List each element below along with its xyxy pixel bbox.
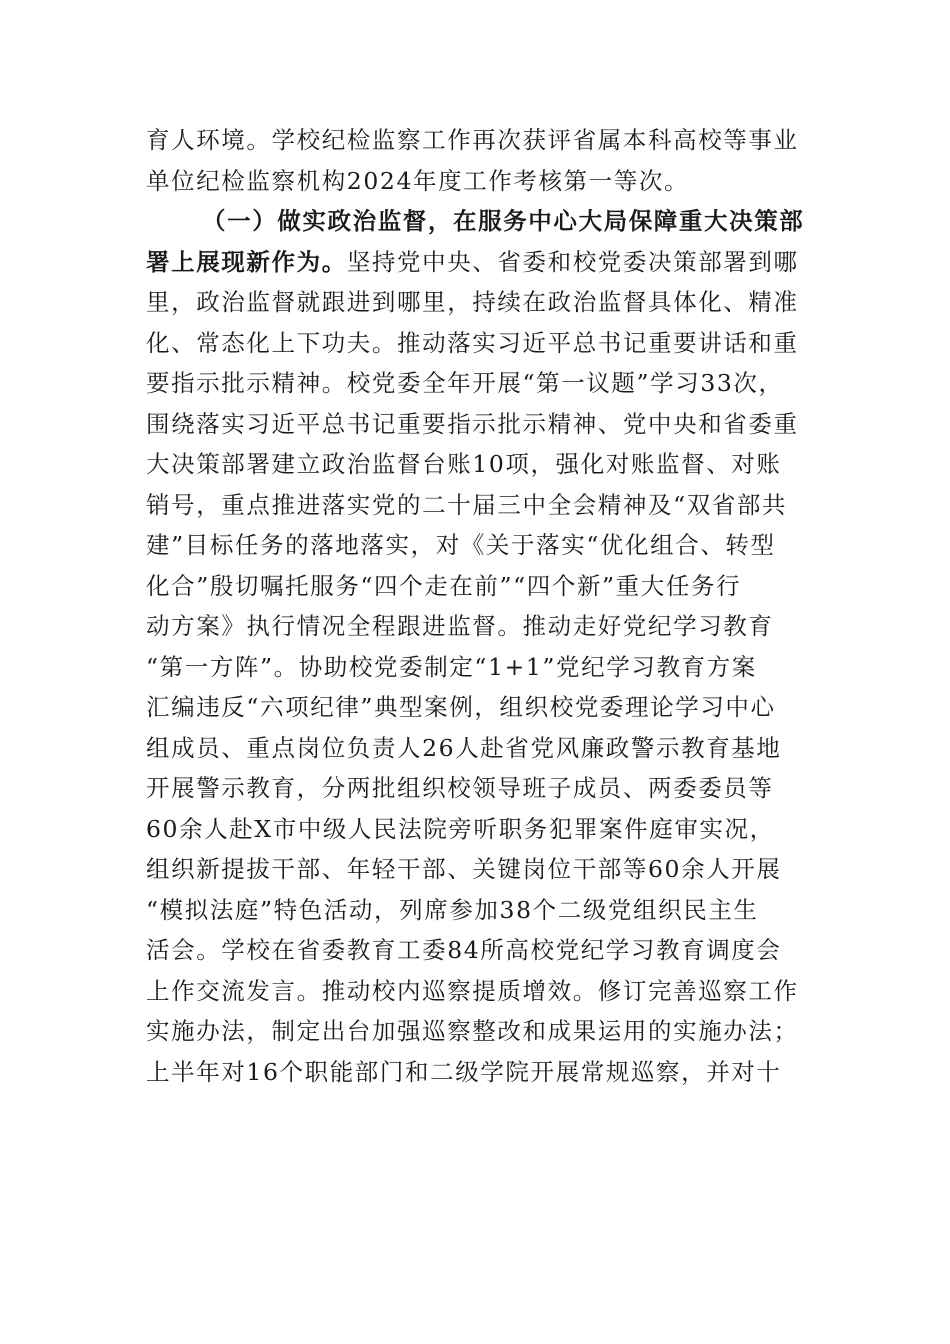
- body-text: [146, 120, 826, 1092]
- text-line: 销号，重点推进落实党的二十届三中全会精神及“双省部共: [146, 490, 788, 519]
- text-line: 里，政治监督就跟进到哪里，持续在政治监督具体化、精准: [146, 288, 799, 316]
- text-line: 要指示批示精神。校党委全年开展“第一议题”学习33次，: [146, 369, 784, 397]
- text-line: 实施办法，制定出台加强巡察整改和成果运用的实施办法；: [146, 1017, 799, 1045]
- text-line: 围绕落实习近平总书记重要指示批示精神、党中央和省委重: [146, 409, 799, 438]
- text-line: 组织新提拔干部、年轻干部、关键岗位干部等60余人开展: [146, 855, 782, 883]
- section-heading-tail: 署上展现新作为。: [146, 247, 347, 276]
- text-line: 组成员、重点岗位负责人26人赴省党风廉政警示教育基地: [146, 733, 782, 762]
- text-line: 建”目标任务的落地落实，对《关于落实“优化组合、转型: [146, 531, 776, 559]
- text-line: 化合”殷切嘱托服务“四个走在前”“四个新”重大任务行: [146, 571, 742, 600]
- text-line: 化、常态化上下功夫。推动落实习近平总书记重要讲话和重: [146, 328, 799, 357]
- text-line: 上半年对16个职能部门和二级学院开展常规巡察，并对十: [146, 1057, 782, 1086]
- text-line: 开展警示教育，分两批组织校领导班子成员、两委委员等: [146, 774, 774, 802]
- text-line: 大决策部署建立政治监督台账10项，强化对账监督、对账: [146, 450, 782, 478]
- text-line: 上作交流发言。推动校内巡察提质增效。修订完善巡察工作: [146, 976, 799, 1005]
- text-line: 60余人赴X市中级人民法院旁听职务犯罪案件庭审实况，: [146, 814, 775, 843]
- text-segment: 坚持党中央、省委和校党委决策部署到哪: [346, 247, 799, 276]
- text-line: [146, 242, 826, 283]
- text-line: 汇编违反“六项纪律”典型案例，组织校党委理论学习中心: [146, 693, 776, 721]
- text-line: 育人环境。学校纪检监察工作再次获评省属本科高校等事业: [146, 126, 799, 154]
- text-line: 单位纪检监察机构2024年度工作考核第一等次。: [146, 166, 690, 195]
- text-line: 活会。学校在省委教育工委84所高校党纪学习教育调度会: [146, 936, 782, 964]
- text-line: “模拟法庭”特色活动，列席参加38个二级党组织民主生: [146, 895, 759, 924]
- text-line: “第一方阵”。协助校党委制定“1+1”党纪学习教育方案: [146, 652, 757, 681]
- section-heading-line: （一）做实政治监督，在服务中心大局保障重大决策部: [202, 207, 805, 235]
- text-line: 动方案》执行情况全程跟进监督。推动走好党纪学习教育: [146, 612, 774, 640]
